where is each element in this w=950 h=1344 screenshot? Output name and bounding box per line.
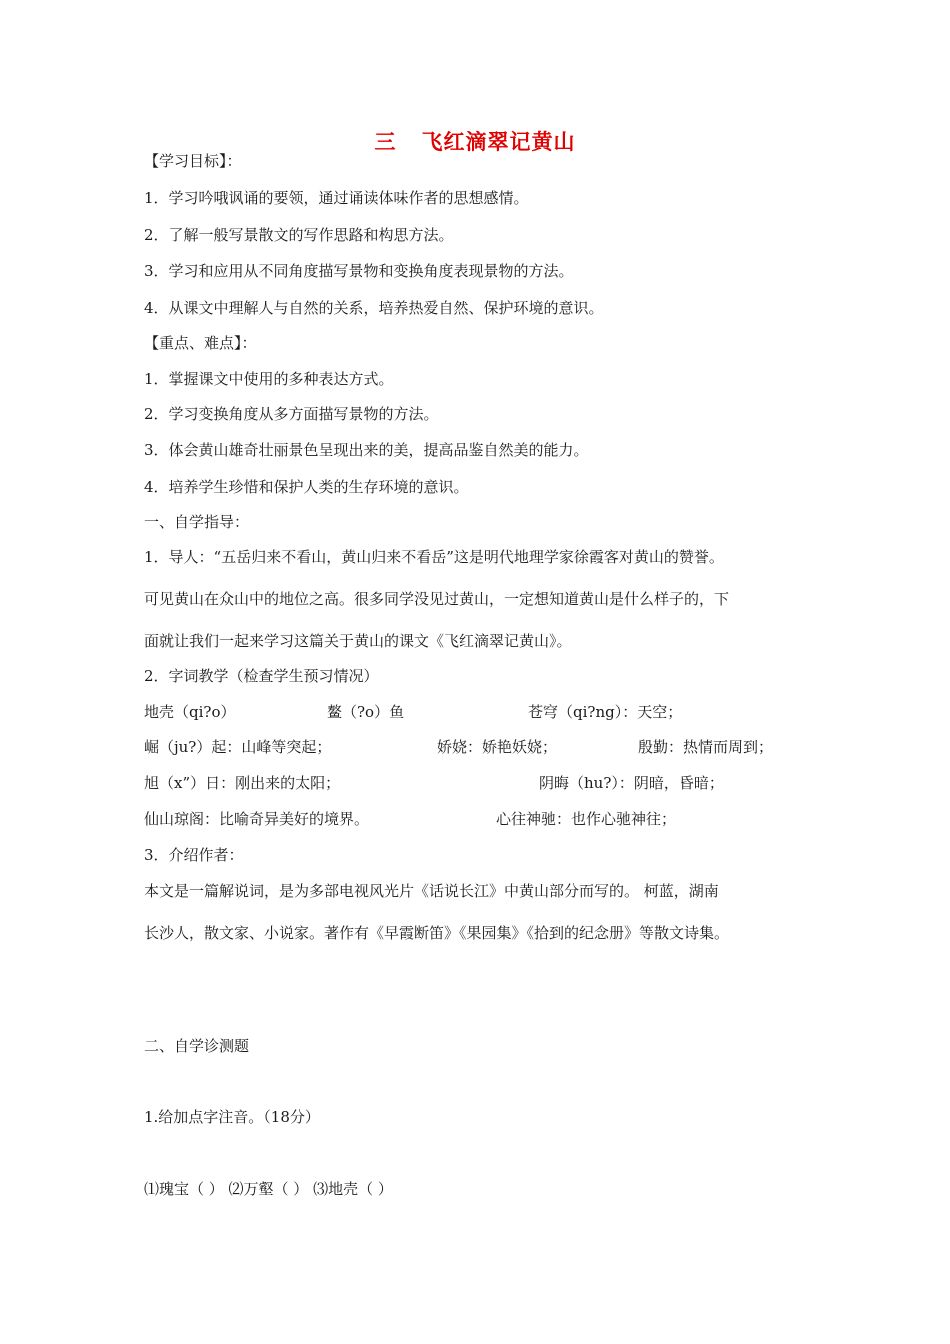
vocab-heading: 2．字词教学（检查学生预习情况） — [144, 667, 379, 685]
objective-item: 2．了解一般写景散文的写作思路和构思方法。 — [144, 226, 454, 244]
diagnosis-question: 1.给加点字注音。（18分） — [144, 1108, 320, 1126]
intro-line: 可见黄山在众山中的地位之高。很多同学没见过黄山，一定想知道黄山是什么样子的，下 — [144, 590, 730, 608]
vocab-entry: 苍穹（qi?ng）：天空； — [528, 703, 683, 721]
vocab-entry: 娇娆：娇艳妖娆； — [437, 738, 558, 756]
page-title: 三 飞红滴翠记黄山 — [374, 130, 576, 154]
vocab-entry: 仙山琼阁：比喻奇异美好的境界。 — [144, 810, 370, 828]
intro-line: 1．导人：“五岳归来不看山，黄山归来不看岳”这是明代地理学家徐霞客对黄山的赞誉。 — [144, 548, 724, 566]
key-point-item: 4．培养学生珍惜和保护人类的生存环境的意识。 — [144, 478, 469, 496]
objective-item: 3．学习和应用从不同角度描写景物和变换角度表现景物的方法。 — [144, 262, 574, 280]
author-heading: 3．介绍作者： — [144, 846, 244, 864]
objective-item: 4．从课文中理解人与自然的关系，培养热爱自然、保护环境的意识。 — [144, 299, 604, 317]
vocab-entry: 崛（ju?）起：山峰等突起； — [144, 738, 332, 756]
vocab-entry: 鳌（?o）鱼 — [327, 703, 405, 721]
vocab-entry: 心往神驰：也作心驰神往； — [496, 810, 677, 828]
key-point-item: 3．体会黄山雄奇壮丽景色呈现出来的美，提高品鉴自然美的能力。 — [144, 441, 589, 459]
vocab-entry: 地壳（qi?o） — [144, 703, 236, 721]
vocab-entry: 阴晦（hu?）：阴暗，昏暗； — [539, 774, 724, 792]
key-point-item: 1．掌握课文中使用的多种表达方式。 — [144, 370, 394, 388]
author-line: 长沙人，散文家、小说家。著作有《早霞断笛》《果园集》《拾到的纪念册》等散文诗集。 — [144, 924, 730, 942]
key-point-item: 2．学习变换角度从多方面描写景物的方法。 — [144, 405, 439, 423]
objective-item: 1．学习吟哦讽诵的要领，通过诵读体味作者的思想感情。 — [144, 189, 529, 207]
diagnosis-items: ⑴瑰宝（ ） ⑵万壑（ ） ⑶地壳（ ） — [144, 1180, 393, 1198]
objectives-heading: 【学习目标】： — [144, 152, 242, 170]
key-points-heading: 【重点、难点】： — [144, 334, 257, 352]
self-study-heading: 一、自学指导： — [144, 513, 250, 531]
vocab-entry: 旭（x”）日：刚出来的太阳； — [144, 774, 341, 792]
diagnosis-heading: 二、自学诊测题 — [144, 1037, 250, 1055]
vocab-entry: 殷勤：热情而周到； — [638, 738, 774, 756]
intro-line: 面就让我们一起来学习这篇关于黄山的课文《飞红滴翠记黄山》。 — [144, 632, 572, 650]
author-line: 本文是一篇解说词，是为多部电视风光片《话说长江》中黄山部分而写的。 柯蓝，湖南 — [144, 882, 719, 900]
